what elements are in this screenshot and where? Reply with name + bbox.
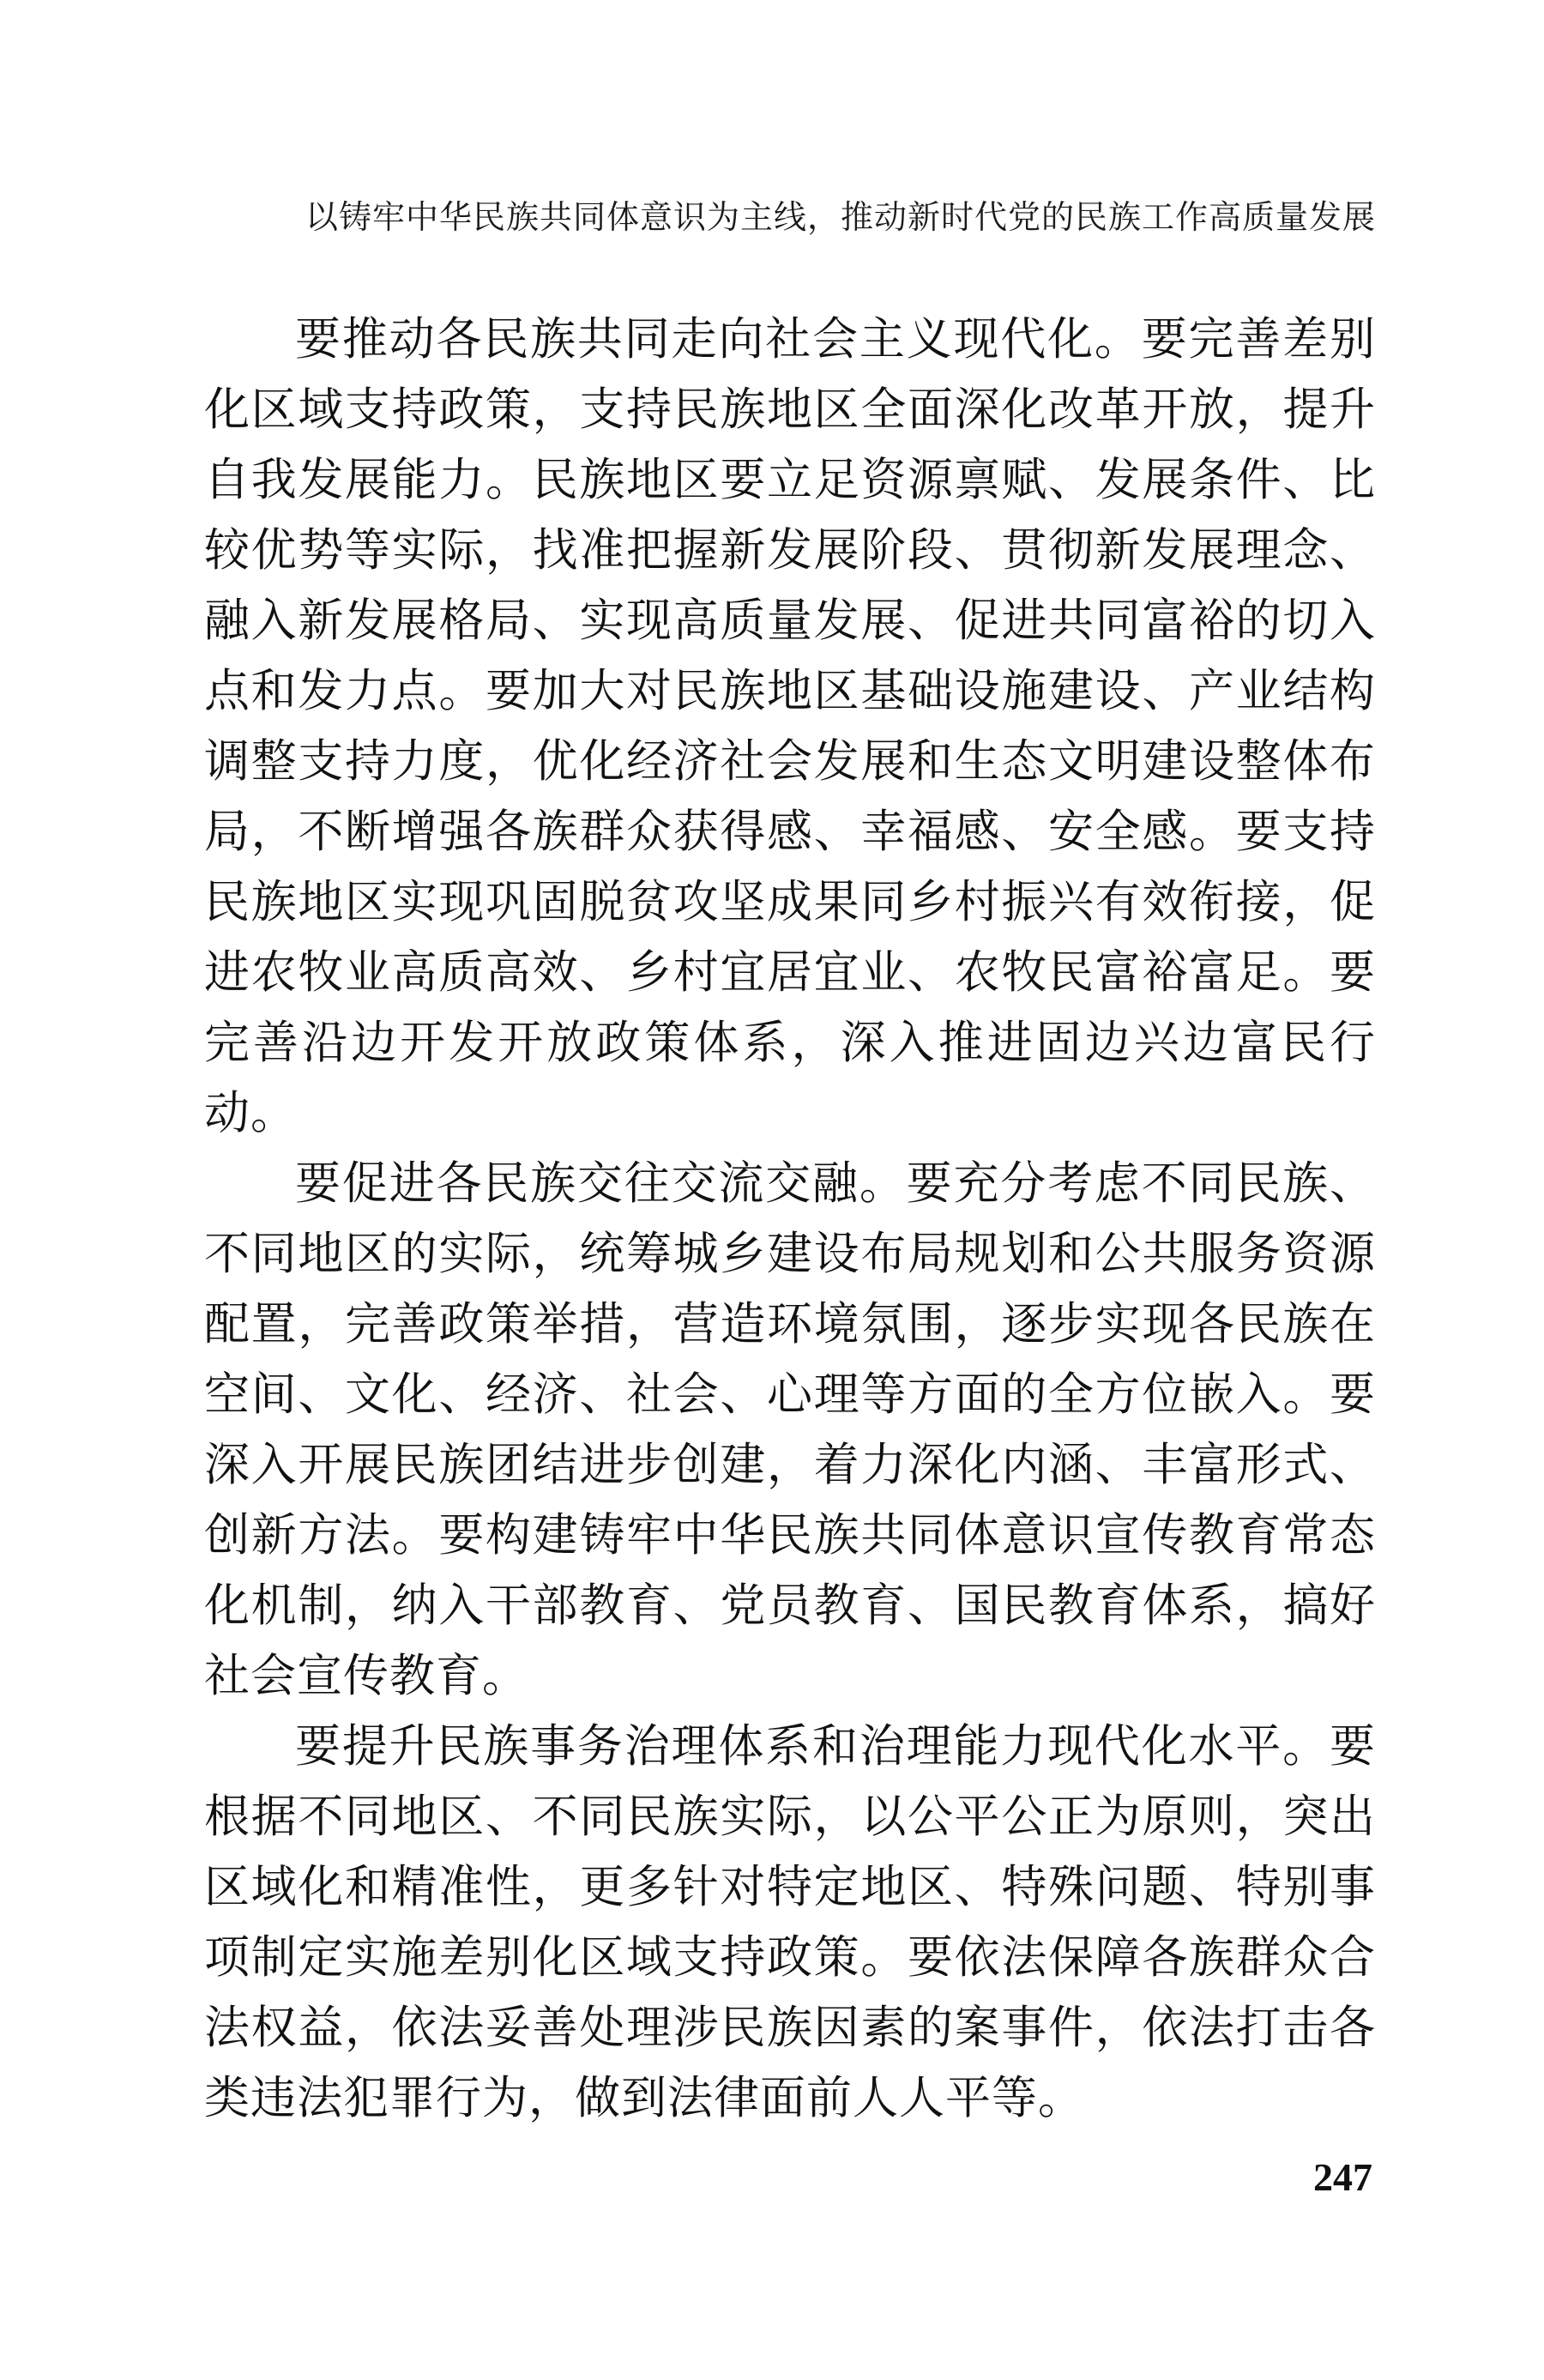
page-number: 247 (1313, 2155, 1372, 2199)
paragraph-3: 要提升民族事务治理体系和治理能力现代化水平。要根据不同地区、不同民族实际，以公平公正为原则，突出区域化和精准性，更多针对特定地区、特殊问题、特别事项制定实施差别化区域支持政策。要依法保障各族群众合法权益，依法妥善处理涉民族因素的案事件，依法打击各类违法犯罪行为，做到法律面前人人平等。 (204, 1720, 1376, 2124)
running-header: 以铸牢中华民族共同体意识为主线，推动新时代党的民族工作高质量发展 (305, 198, 1376, 236)
paragraph-2: 要促进各民族交往交流交融。要充分考虑不同民族、不同地区的实际，统筹城乡建设布局规划和公共服务资源配置，完善政策举措，营造环境氛围，逐步实现各民族在空间、文化、经济、社会、心理等方面的全方位嵌入。要深入开展民族团结进步创建，着力深化内涵、丰富形式、创新方法。要构建铸牢中华民族共同体意识宣传教育常态化机制，纳入干部教育、党员教育、国民教育体系，搞好社会宣传教育。 (204, 1157, 1376, 1702)
body-text (204, 305, 1376, 2134)
paragraph-1: 要推动各民族共同走向社会主义现代化。要完善差别化区域支持政策，支持民族地区全面深化改革开放，提升自我发展能力。民族地区要立足资源禀赋、发展条件、比较优势等实际，找准把握新发展阶段、贯彻新发展理念、融入新发展格局、实现高质量发展、促进共同富裕的切入点和发力点。要加大对民族地区基础设施建设、产业结构调整支持力度，优化经济社会发展和生态文明建设整体布局，不断增强各族群众获得感、幸福感、安全感。要支持民族地区实现巩固脱贫攻坚成果同乡村振兴有效衔接，促进农牧业高质高效、乡村宜居宜业、农牧民富裕富足。要完善沿边开发开放政策体系，深入推进固边兴边富民行动。 (204, 313, 1376, 1139)
